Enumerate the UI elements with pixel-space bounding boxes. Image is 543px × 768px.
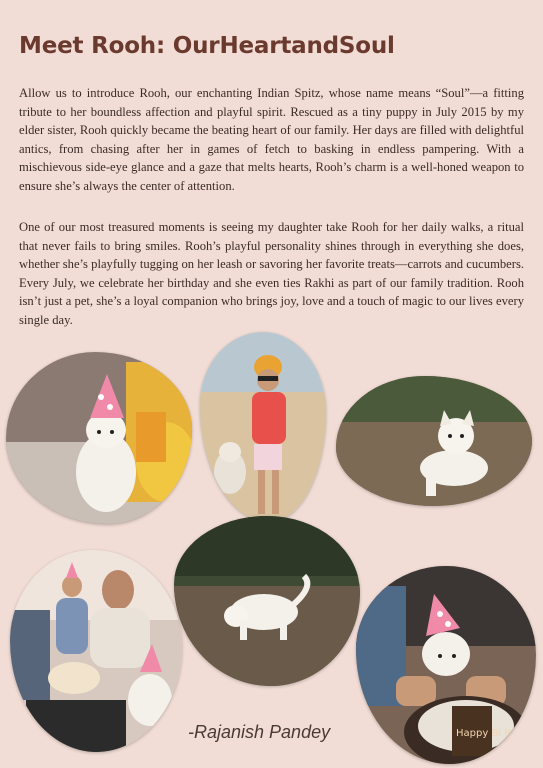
photo-white-puppy: [336, 376, 532, 506]
photo-child-beach: [200, 332, 326, 522]
page-title: Meet Rooh: OurHeartandSoul: [19, 33, 395, 59]
intro-paragraph: Allow us to introduce Rooh, our enchanting Indian Spitz, whose name means “Soul”—a fitting tribute to her boundless affection and playful spirit. Rescued as a tiny puppy in July 2015 by my elder sister, Rooh quickly became the beating heart of our family. Her days are filled with delightful antics, from chasing after her in games of fetch to basking in endless pampering. With a mischievous side-eye glance and a gaze that melts hearts, Rooh’s charm is a well-honed weapon to ensure she’s always the center of attention.: [19, 86, 524, 193]
photo-dog-birthday-hat: [6, 352, 192, 524]
photo-dog-cake: [356, 566, 536, 764]
moments-paragraph: One of our most treasured moments is seeing my daughter take Rooh for her daily walks, a ritual that never fails to bring smiles. Rooh’s playful personality shines through in everything she does, whether she’s playfully tugging on her leash or savoring her favorite treats—carrots and cucumbers. Every July, we celebrate her birthday and she even ties Rakhi as part of our family tradition. Rooh isn’t just a pet, she’s a loyal companion who brings joy, love and a touch of magic to our lives every single day.: [19, 220, 524, 327]
photo-dog-garden: [174, 516, 360, 686]
cake-text: Happy Bi Rooh: [456, 728, 530, 739]
author-signature: -Rajanish Pandey: [188, 722, 331, 742]
photo-family-birthday-cake: [10, 550, 182, 752]
